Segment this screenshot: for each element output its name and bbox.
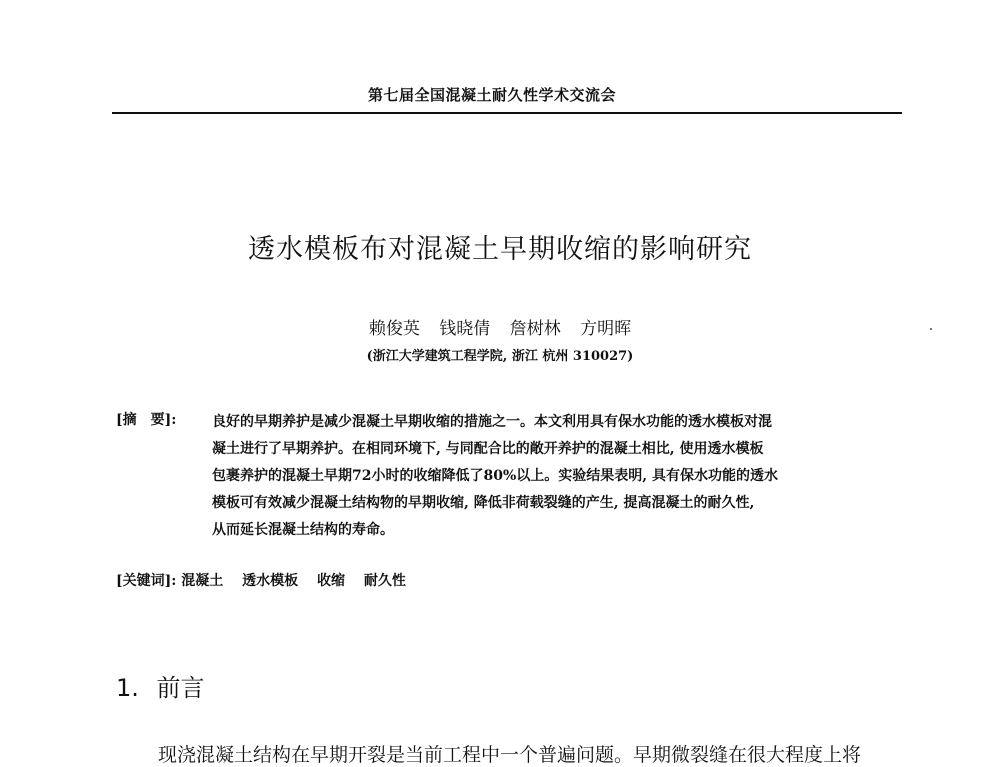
author-name: 詹树林 <box>509 319 561 339</box>
body-paragraph: 现浇混凝土结构在早期开裂是当前工程中一个普遍问题。早期微裂缝在很大程度上将 <box>158 744 862 766</box>
section-number: 1. <box>116 674 139 702</box>
abstract-line: 模板可有效减少混凝土结构物的早期收缩, 降低非荷载裂缝的产生, 提高混凝土的耐久性, <box>212 495 755 511</box>
affiliation: (浙江大学建筑工程学院, 浙江 杭州 310027) <box>366 349 634 364</box>
keywords <box>116 570 420 590</box>
abstract-line: 良好的早期养护是减少混凝土早期收缩的措施之一。本文利用具有保水功能的透水模板对混 <box>212 414 772 430</box>
section-title: 前言 <box>156 674 205 702</box>
keyword: 耐久性 <box>363 573 406 589</box>
scan-speck <box>930 328 932 330</box>
author-name: 方明晖 <box>580 319 632 339</box>
header-rule <box>112 112 902 114</box>
paper-title: 透水模板布对混凝土早期收缩的影响研究 <box>248 234 752 265</box>
abstract-line: 凝土进行了早期养护。在相同环境下, 与同配合比的敞开养护的混凝土相比, 使用透水模板 <box>212 441 764 457</box>
abstract-label: [摘 要]: <box>116 412 177 428</box>
keyword: 混凝土 <box>181 573 224 589</box>
author-name: 钱晓倩 <box>439 319 491 339</box>
abstract-line: 包裹养护的混凝土早期72小时的收缩降低了80%以上。实验结果表明, 具有保水功能的透水 <box>212 468 779 484</box>
running-head: 第七届全国混凝土耐久性学术交流会 <box>368 86 617 104</box>
author-name: 赖俊英 <box>368 319 420 339</box>
author-list <box>0 314 1000 339</box>
section-heading <box>116 668 205 703</box>
abstract-line: 从而延长混凝土结构的寿命。 <box>212 522 394 538</box>
keyword: 透水模板 <box>242 573 299 589</box>
abstract-body <box>212 409 906 544</box>
keywords-label: [关键词]: <box>116 573 177 589</box>
abstract <box>116 409 906 544</box>
keyword: 收缩 <box>317 573 346 589</box>
